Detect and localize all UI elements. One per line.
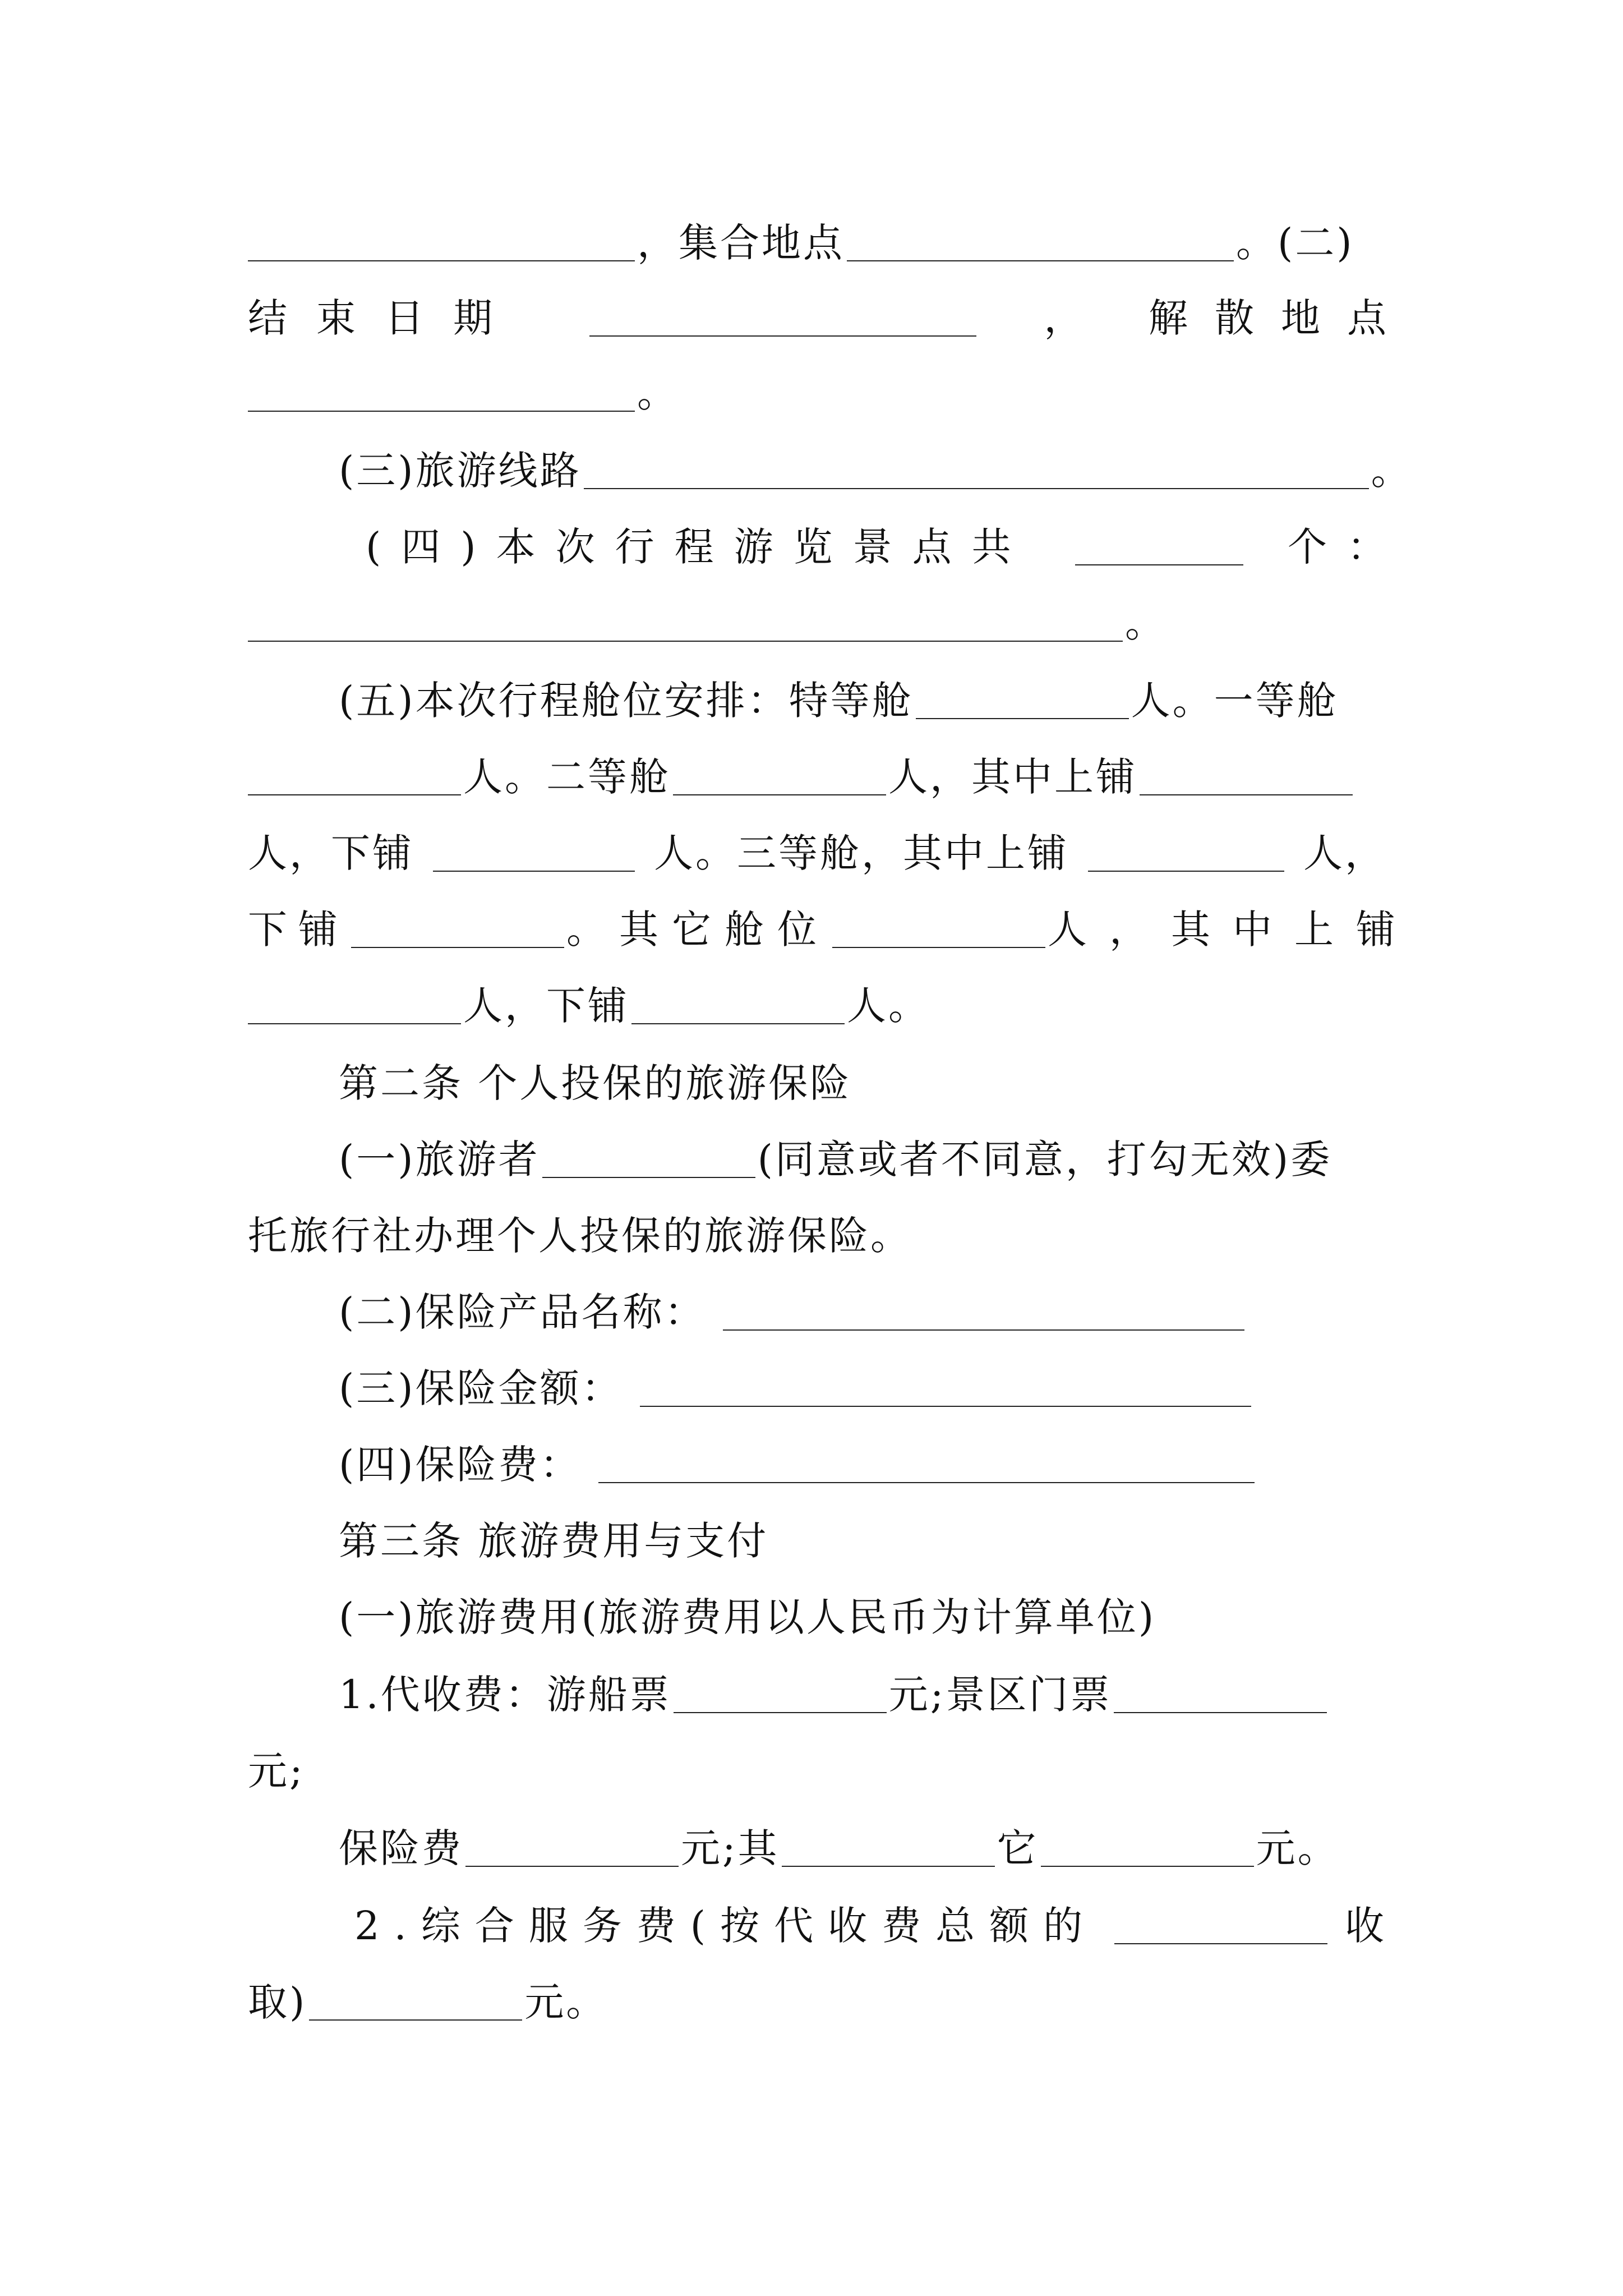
line-sights	[339, 516, 1407, 578]
scenic-ticket-label: 元;景区门票	[888, 1672, 1112, 1718]
other-fee-blank-1[interactable]	[782, 1866, 995, 1867]
lower-berth-blank[interactable]	[433, 871, 635, 872]
other-fee-blank-2[interactable]	[1041, 1866, 1254, 1867]
service-rate-blank[interactable]	[1114, 1943, 1327, 1944]
third-upper-blank[interactable]	[1088, 871, 1284, 872]
premium-blank[interactable]	[598, 1482, 1255, 1483]
line-insurance-other	[339, 1818, 1386, 1879]
other-label-2: 它	[997, 1825, 1039, 1871]
sights-label: (四)本次行程游览景点共	[366, 524, 1031, 570]
line-end-date	[248, 287, 1413, 349]
line-cabin-2	[248, 746, 1386, 808]
end-date-blank[interactable]	[589, 335, 976, 337]
line-cabin-1	[339, 670, 1386, 731]
premium-label: (四)保险费：	[339, 1442, 582, 1488]
line-collected-fees-cont	[248, 1740, 1386, 1802]
first-class-label: 人。一等舱	[1131, 678, 1339, 724]
comma: ，	[1044, 295, 1083, 341]
other-cabin-blank[interactable]	[832, 947, 1045, 948]
article-3-heading	[339, 1510, 1386, 1572]
line-service-fee-cont	[248, 1971, 1386, 2033]
other-lower-label: 人，下铺	[463, 983, 629, 1029]
line-insurance-fee	[339, 1434, 1386, 1496]
upper-berth-label: 人，其中上铺	[888, 754, 1137, 800]
start-date-blank[interactable]	[248, 260, 635, 261]
collect-label: 收	[1344, 1903, 1386, 1949]
other-lower-blank[interactable]	[631, 1023, 845, 1024]
consent-blank[interactable]	[542, 1177, 755, 1178]
line-disband-place	[248, 362, 1386, 424]
article-3-title: 第三条 旅游费用与支付	[339, 1518, 769, 1564]
upper-berth-blank[interactable]	[1140, 794, 1353, 795]
special-cabin-blank[interactable]	[916, 718, 1129, 719]
third-lower-blank[interactable]	[351, 947, 564, 948]
insured-amount-blank[interactable]	[640, 1406, 1251, 1407]
section-two-label: 。(二)	[1236, 220, 1354, 266]
third-lower-label: 下铺	[248, 907, 349, 953]
travel-cost-label: (一)旅游费用(旅游费用以人民币为计算单位)	[339, 1594, 1156, 1640]
first-class-blank[interactable]	[248, 794, 461, 795]
gather-place-label: ，集合地点	[637, 220, 845, 266]
line-start-date	[248, 212, 1386, 274]
period: 。	[1371, 448, 1410, 494]
line-sights-list	[248, 592, 1386, 654]
line-cabin-3	[248, 822, 1386, 884]
cruise-ticket-label: 1.代收费：游船票	[339, 1672, 671, 1718]
sights-unit: 个：	[1288, 524, 1407, 570]
product-name-label: (二)保险产品名称：	[339, 1289, 706, 1335]
insured-amount-label: (三)保险金额：	[339, 1365, 623, 1411]
line-cabin-4	[248, 899, 1418, 960]
line-route	[339, 440, 1410, 501]
premium-fee-blank[interactable]	[465, 1866, 679, 1867]
article-2-heading	[339, 1052, 1386, 1114]
service-fee-blank[interactable]	[309, 2019, 522, 2021]
other-upper-blank[interactable]	[248, 1023, 461, 1024]
second-class-blank[interactable]	[673, 794, 886, 795]
people-unit: 人，	[1303, 830, 1386, 876]
sights-count-blank[interactable]	[1075, 564, 1243, 565]
line-insurance-consent	[339, 1129, 1386, 1190]
people-unit-end: 人。	[847, 983, 930, 1029]
route-blank[interactable]	[584, 488, 1369, 489]
period: 。	[637, 370, 676, 416]
other-label: 元;其	[681, 1825, 780, 1871]
line-insurance-consent-cont	[248, 1205, 1386, 1267]
gather-place-blank[interactable]	[847, 260, 1234, 261]
premium-fee-label: 保险费	[339, 1825, 463, 1871]
period: 。	[1125, 600, 1164, 646]
cruise-ticket-blank[interactable]	[674, 1712, 887, 1713]
consent-text: 托旅行社办理个人投保的旅游保险。	[248, 1213, 912, 1259]
lower-berth-label: 人，下铺	[248, 830, 414, 876]
second-class-label: 人。二等舱	[463, 754, 671, 800]
disband-place-label: 解散地点	[1148, 295, 1413, 341]
end-date-label: 结束日期	[248, 295, 522, 341]
yuan-final: 元。	[524, 1979, 608, 2025]
service-fee-label: 2.综合服务费(按代收费总额的	[354, 1903, 1098, 1949]
line-service-fee	[354, 1895, 1386, 1957]
traveler-label: (一)旅游者	[339, 1137, 540, 1182]
yuan-end: 元。	[1256, 1825, 1339, 1871]
line-cabin-5	[248, 975, 1386, 1037]
sights-list-blank[interactable]	[248, 641, 1123, 642]
other-upper-label: 人，其中上铺	[1048, 907, 1418, 953]
route-label: (三)旅游线路	[339, 448, 582, 494]
line-travel-cost	[339, 1586, 1386, 1648]
article-2-title: 第二条 个人投保的旅游保险	[339, 1060, 852, 1106]
line-insurance-amount	[339, 1358, 1386, 1419]
collect-label-cont: 取)	[248, 1979, 307, 2025]
other-cabin-label: 。其它舱位	[566, 907, 830, 953]
line-collected-fees	[339, 1664, 1386, 1726]
product-name-blank[interactable]	[723, 1329, 1244, 1331]
yuan-unit: 元;	[248, 1748, 305, 1794]
disband-place-blank[interactable]	[248, 411, 635, 412]
line-insurance-product	[339, 1281, 1386, 1343]
consent-note: (同意或者不同意，打勾无效)委	[757, 1137, 1332, 1182]
scenic-ticket-blank[interactable]	[1114, 1712, 1327, 1713]
cabin-special-label: (五)本次行程舱位安排：特等舱	[339, 678, 914, 724]
third-class-label: 人。三等舱，其中上铺	[654, 830, 1069, 876]
